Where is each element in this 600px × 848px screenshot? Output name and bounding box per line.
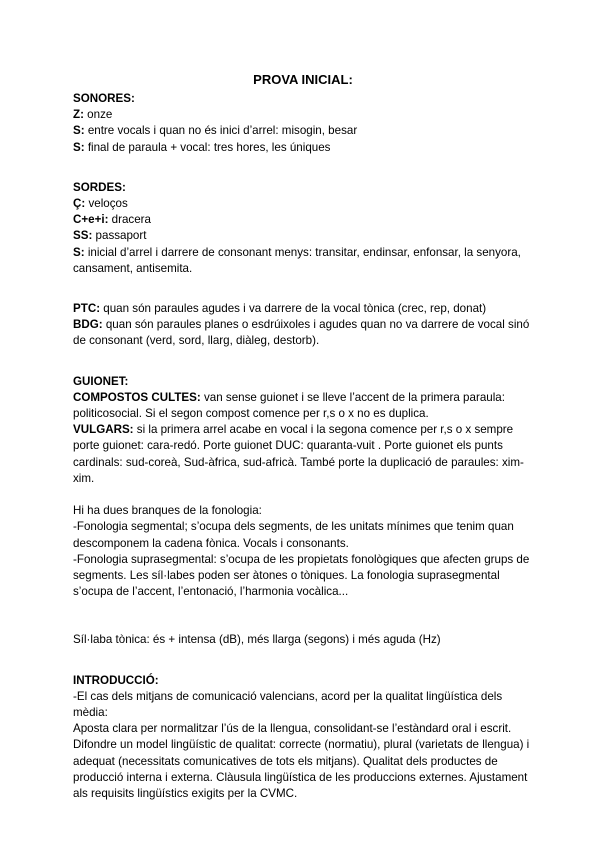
document-page (73, 72, 533, 802)
bdg-paragraph: BDG: quan són paraules planes o esdrúixoles i agudes quan no va darrere de vocal sinó de consonant (verd, sord, llarg, diàleg, destorb). (73, 318, 530, 348)
guionet-heading: GUIONET: (73, 374, 129, 388)
vulgars-paragraph: VULGARS: si la primera arrel acabe en vocal i la segona comence per r,s o x sempre porte guionet: cara-redó. Porte guionet DUC: quaranta-vuit . Porte guionet els punts cardinals: sud-coreà, Sud-àfrica, sud-africà. També porte la duplicació de paraules: xim-xim. (73, 423, 524, 485)
sordes-line: C+e+i: dracera (73, 213, 151, 227)
compostos-paragraph: COMPOSTOS CULTES: van sense guionet i se lleve l’accent de la primera paraula: politicosocial. Si el segon compost comence per r,s o x no es duplica. (73, 390, 505, 421)
sonores-line: Z: onze (73, 108, 113, 122)
sordes-line: S: inicial d’arrel i darrere de consonant menys: transitar, endinsar, enfonsar, la senyora, cansament, antisemita. (73, 245, 521, 275)
sordes-line: Ç: veloços (73, 197, 128, 211)
fonologia-suprasegmental: -Fonologia suprasegmental: s’ocupa de les propietats fonològiques que afecten grups de segments. Les síl·labes poden ser àtones o tòniques. La fonologia suprasegmental s’ocupa de l’accent, l’entonació, l’harmonia vocàlica... (73, 552, 530, 599)
sonores-line: S: final de paraula + vocal: tres hores, les úniques (73, 140, 331, 154)
sillaba-tonica: Síl·laba tònica: és + intensa (dB), més llarga (segons) i més aguda (Hz) (73, 633, 441, 647)
fonologia-intro: Hi ha dues branques de la fonologia: (73, 504, 262, 518)
introduccio-p1: -El cas dels mitjans de comunicació valencians, acord per la qualitat lingüística dels mèdia: (73, 689, 503, 720)
fonologia-segmental: -Fonologia segmental; s’ocupa dels segments, de les unitats mínimes que tenim quan descomponem la cadena fònica. Vocals i consonants. (73, 520, 514, 550)
sordes-heading: SORDES: (73, 180, 126, 194)
sonores-heading: SONORES: (73, 92, 135, 105)
sordes-line: SS: passaport (73, 229, 147, 243)
ptc-paragraph: PTC: quan són paraules agudes i va darrere de la vocal tònica (crec, rep, donat) (73, 302, 487, 316)
page-title: PROVA INICIAL: (253, 72, 353, 87)
introduccio-p2: Aposta clara per normalitzar l’ús de la llengua, consolidant-se l’estàndard oral i escrit. Difondre un model lingüístic de qualitat: correcte (normatiu), plural (varietats de llengua) i adequat (necessitats comunicatives de tots els mitjans). Qualitat dels productes de producció interna i externa. Clàusula lingüística de les produccions externes. Ajustament als requisits lingüístics exigits per la CVMC. (73, 722, 530, 801)
sonores-line: S: entre vocals i quan no és inici d’arrel: misogin, besar (73, 124, 358, 138)
introduccio-heading: INTRODUCCIÓ: (73, 673, 159, 687)
